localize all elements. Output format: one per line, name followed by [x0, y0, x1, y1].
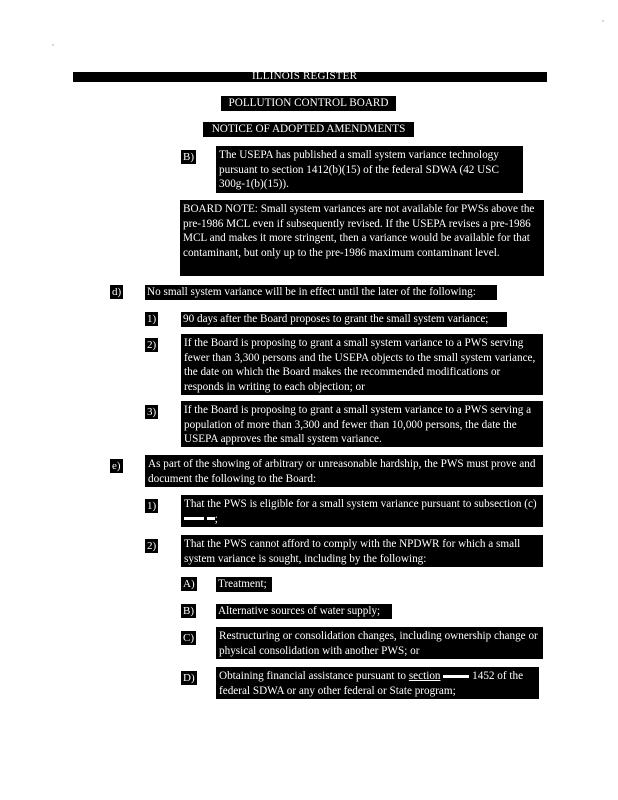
item-d1-text: 90 days after the Board proposes to grant the small system variance; [181, 312, 507, 327]
item-e2B-label: B) [183, 605, 194, 617]
scan-speck [602, 20, 604, 22]
item-e2C-text: Restructuring or consolidation changes, including ownership change or physical consolidation with another PWS; or [216, 627, 543, 659]
item-d1-label: 1) [147, 313, 157, 325]
board-note: BOARD NOTE: Small system variances are not available for PWSs above the pre-1986 MCL even if subsequently revised. If the USEPA revises a pre-1986 MCL and makes it more stringent, then a variance would be available for that contaminant, but only up to the pre-1986 maximum contaminant level. [180, 200, 544, 276]
item-e2D-text-start: Obtaining financial assistance pursuant to [219, 670, 409, 682]
item-e-text: As part of the showing of arbitrary or unreasonable hardship, the PWS must prove and document the following to the Board: [145, 455, 543, 487]
section-link[interactable]: section [408, 670, 441, 682]
register-title: ILLINOIS REGISTER [252, 70, 358, 82]
item-e2-text: That the PWS cannot afford to comply with the NPDWR for which a small system variance is sought, including by the following: [181, 535, 543, 567]
scan-speck [52, 44, 54, 46]
item-d3-label: 3) [147, 406, 157, 418]
item-d-text: No small system variance will be in effect until the later of the following: [145, 285, 497, 300]
scan-redaction [184, 517, 204, 520]
item-e2D-text-end: 1452 of the federal SDWA or any other federal or State program; [219, 670, 524, 697]
item-e2B-text: Alternative sources of water supply; [216, 604, 392, 619]
item-d-label: d) [112, 286, 122, 298]
item-e1-text-start: That the PWS is eligible for a small system variance pursuant to subsection (c) [184, 498, 537, 510]
board-title: POLLUTION CONTROL BOARD [221, 96, 396, 111]
item-e2D-text [216, 667, 539, 699]
item-e1-label: 1) [147, 500, 157, 512]
item-d2-text: If the Board is proposing to grant a small system variance to a PWS serving fewer than 3,300 persons and the USEPA objects to the small system variance, the date on which the Board makes the recommended modifications or responds in writing to each objection; or [181, 334, 543, 395]
item-d2-label: 2) [147, 339, 157, 351]
scan-redaction [207, 517, 215, 520]
item-d3-text: If the Board is proposing to grant a small system variance to a PWS serving a population of more than 3,300 and fewer than 10,000 persons, the date the USEPA approves the small system variance. [181, 401, 543, 447]
item-e-label: e) [112, 460, 121, 472]
item-B-text: The USEPA has published a small system variance technology pursuant to section 1412(b)(15) of the federal SDWA (42 USC 300g-1(b)(15)). [216, 146, 523, 193]
scan-redaction [443, 675, 469, 678]
item-e2C-label: C) [183, 632, 194, 644]
item-e2A-label: A) [183, 578, 195, 590]
item-B-label: B) [183, 151, 194, 163]
item-e2D-label: D) [183, 672, 195, 684]
item-e2-label: 2) [147, 540, 157, 552]
item-e1-text-end: ; [214, 512, 218, 525]
notice-title: NOTICE OF ADOPTED AMENDMENTS [203, 122, 414, 137]
item-e1-text [181, 495, 543, 527]
item-e2A-text: Treatment; [216, 577, 272, 592]
